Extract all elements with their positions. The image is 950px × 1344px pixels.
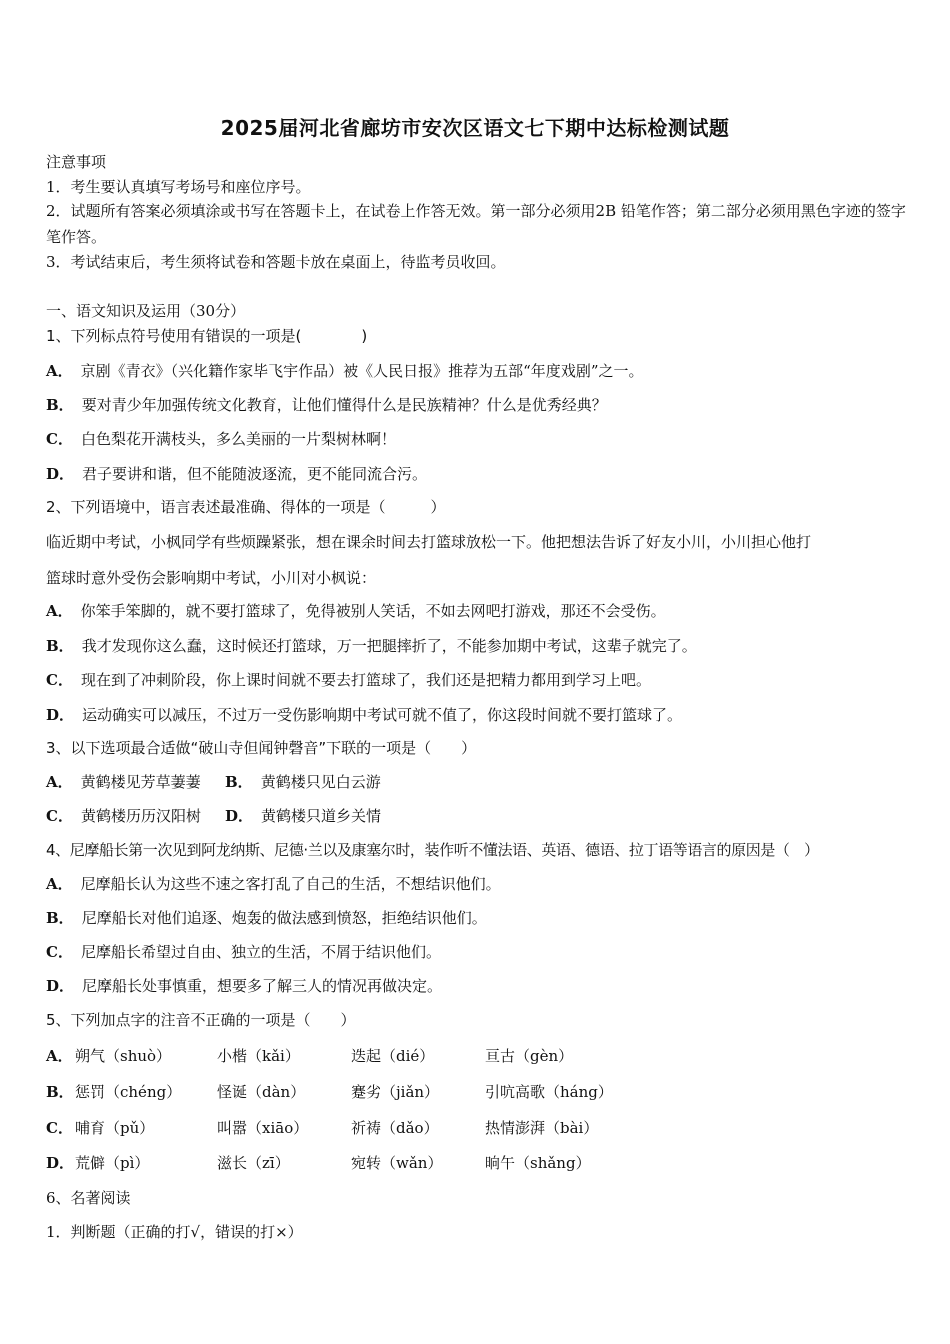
option-text: 尼摩船长处事慎重，想要多了解三人的情况再做决定。 [82,977,443,995]
option-a [46,772,201,792]
option-label: C． [46,671,73,689]
option-c [46,429,396,449]
option-label: B． [46,396,74,414]
option-text: 京剧《青衣》（兴化籍作家毕飞宇作品）被《人民日报》推荐为五部“年度戏剧”之一。 [80,362,644,380]
option-text: 尼摩船长认为这些不速之客打乱了自己的生活，不想结识他们。 [80,875,501,893]
pinyin-cell: 小楷（kǎi） [217,1047,300,1065]
pinyin-cell: 迭起（dié） [351,1047,435,1065]
question-stem: 5、下列加点字的注音不正确的一项是（ ） [46,1011,356,1029]
row-label: D． [46,1154,75,1172]
option-label: D． [46,977,75,995]
option-b [46,636,697,656]
pinyin-cell: 晌午（shǎng） [485,1154,591,1172]
question-context: 篮球时意外受伤会影响期中考试，小川对小枫说： [46,569,377,587]
question-context: 临近期中考试，小枫同学有些烦躁紧张，想在课余时间去打篮球放松一下。他把想法告诉了好友小川，小川担心他打 [46,533,812,551]
option-label: D． [46,706,75,724]
question-stem: 2、下列语境中，语言表述最准确、得体的一项是（ ） [46,498,446,516]
option-text: 白色梨花开满枝头，多么美丽的一片梨树林啊！ [80,430,396,448]
pinyin-cell: 朔气（shuò） [75,1047,172,1065]
option-a [46,361,643,381]
option-label: B． [225,773,253,791]
row-label: B． [46,1083,74,1101]
section-heading: 一、语文知识及运用（30分） [46,302,246,320]
pinyin-cell: 哺育（pǔ） [75,1119,155,1137]
option-d [225,806,381,826]
option-label: D． [46,465,75,483]
pinyin-cell: 宛转（wǎn） [351,1154,443,1172]
option-label: C． [46,430,73,448]
option-c [46,942,441,962]
option-text: 尼摩船长希望过自由、独立的生活，不屑于结识他们。 [80,943,441,961]
notice-item: 3．考试结束后，考生须将试卷和答题卡放在桌面上，待监考员收回。 [46,253,506,271]
option-text: 我才发现你这么蠢，这时候还打篮球，万一把腿摔折了，不能参加期中考试，这辈子就完了。 [81,637,697,655]
option-text: 运动确实可以减压，不过万一受伤影响期中考试可就不值了，你这段时间就不要打篮球了。 [82,706,683,724]
option-text: 黄鹤楼见芳草萋萋 [80,773,201,791]
pinyin-cell: 热情澎湃（bài） [485,1119,599,1137]
option-text: 黄鹤楼只见白云游 [260,773,381,791]
option-b [46,908,487,928]
sub-question: 1．判断题（正确的打√，错误的打×） [46,1223,303,1241]
option-label: A． [46,773,73,791]
pinyin-cell: 亘古（gèn） [485,1047,574,1065]
option-d [46,705,682,725]
option-text: 黄鹤楼历历汉阳树 [80,807,201,825]
pinyin-cell: 怪诞（dàn） [217,1083,306,1101]
option-text: 黄鹤楼只道乡关情 [261,807,382,825]
notice-item: 1．考生要认真填写考场号和座位序号。 [46,178,311,196]
row-label: A． [46,1047,73,1065]
notice-heading: 注意事项 [46,153,107,171]
option-label: A． [46,875,73,893]
question-stem: 4、尼摩船长第一次见到阿龙纳斯、尼德·兰以及康塞尔时，装作听不懂法语、英语、德语、拉丁语等语言的原因是（ ） [46,841,819,859]
pinyin-cell: 荒僻（pì） [75,1154,150,1172]
pinyin-cell: 祈祷（dǎo） [351,1119,439,1137]
pinyin-cell: 蹇劣（jiǎn） [351,1083,440,1101]
option-text: 君子要讲和谐，但不能随波逐流，更不能同流合污。 [82,465,428,483]
option-label: A． [46,602,73,620]
option-text: 要对青少年加强传统文化教育，让他们懂得什么是民族精神？什么是优秀经典？ [81,396,607,414]
question-stem: 6、名著阅读 [46,1189,131,1207]
option-label: D． [225,807,254,825]
option-label: C． [46,807,73,825]
option-d [46,976,442,996]
row-label: C． [46,1119,73,1137]
notice-item: 2．试题所有答案必须填涂或书写在答题卡上，在试卷上作答无效。第一部分必须用2B 铅笔作答；第二部分必须用黑色字迹的签字笔作答。 [46,202,906,246]
option-label: B． [46,637,74,655]
pinyin-cell: 叫嚣（xiāo） [217,1119,309,1137]
option-label: C． [46,943,73,961]
question-stem: 1、下列标点符号使用有错误的一项是( ) [46,327,368,345]
pinyin-cell: 引吭高歌（háng） [485,1083,613,1101]
pinyin-cell: 惩罚（chéng） [75,1083,182,1101]
option-text: 尼摩船长对他们追逐、炮轰的做法感到愤怒，拒绝结识他们。 [81,909,487,927]
option-b [225,772,381,792]
option-text: 你笨手笨脚的，就不要打篮球了，免得被别人笑话，不如去网吧打游戏，那还不会受伤。 [80,602,666,620]
option-c [46,670,651,690]
option-b [46,395,607,415]
pinyin-cell: 滋长（zī） [217,1154,290,1172]
option-a [46,874,501,894]
option-d [46,464,427,484]
option-label: B． [46,909,74,927]
option-label: A． [46,362,73,380]
option-text: 现在到了冲刺阶段，你上课时间就不要去打篮球了，我们还是把精力都用到学习上吧。 [80,671,651,689]
page-title: 2025届河北省廊坊市安次区语文七下期中达标检测试题 [220,116,730,140]
option-a [46,601,666,621]
question-stem: 3、以下选项最合适做“破山寺但闻钟磬音”下联的一项是（ ） [46,739,477,757]
option-c [46,806,201,826]
